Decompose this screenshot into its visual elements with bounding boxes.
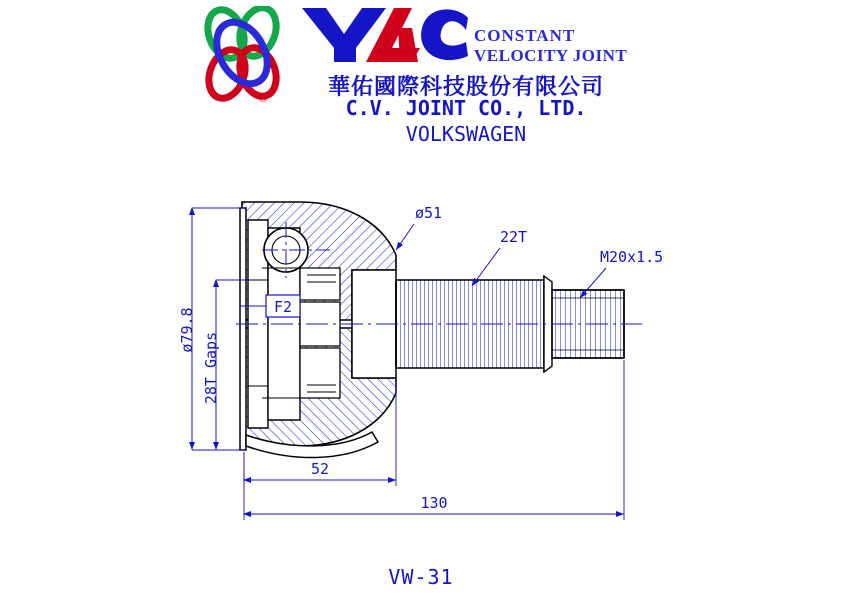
callout-label-thread: M20x1.5 — [600, 248, 664, 266]
tagline — [474, 26, 627, 66]
tagline-line-2: VELOCITY JOINT — [474, 46, 628, 65]
tagline-line-1: CONSTANT — [474, 26, 576, 45]
registered-trademark-symbol: ® — [258, 90, 268, 105]
callout-shaft-spline — [472, 228, 527, 286]
dimension-label-outer-diameter: ø79.8 — [178, 307, 196, 353]
cv-joint-technical-drawing — [0, 150, 842, 550]
yac-interlocking-loops-logo-icon — [196, 6, 292, 106]
company-name-chinese: 華佑國際科技股份有限公司 — [327, 75, 604, 100]
vehicle-brand: VOLKSWAGEN — [405, 122, 527, 146]
dimension-label-length-short: 52 — [310, 460, 330, 478]
dimension-outer-diameter — [178, 208, 244, 450]
callout-label-shaft-spline: 22T — [500, 228, 528, 246]
dimension-label-length-total: 130 — [420, 494, 448, 512]
part-number: VW-31 — [388, 565, 454, 589]
yac-wordmark-icon — [300, 4, 470, 66]
grease-code-label: F2 — [273, 298, 293, 316]
header — [0, 0, 842, 150]
callout-boot-diameter — [396, 204, 442, 250]
dimension-label-spline-gaps: 28T Gaps — [202, 331, 220, 405]
company-name-english: C.V. JOINT CO., LTD. — [345, 96, 587, 120]
callout-label-boot-diameter: ø51 — [415, 204, 443, 222]
